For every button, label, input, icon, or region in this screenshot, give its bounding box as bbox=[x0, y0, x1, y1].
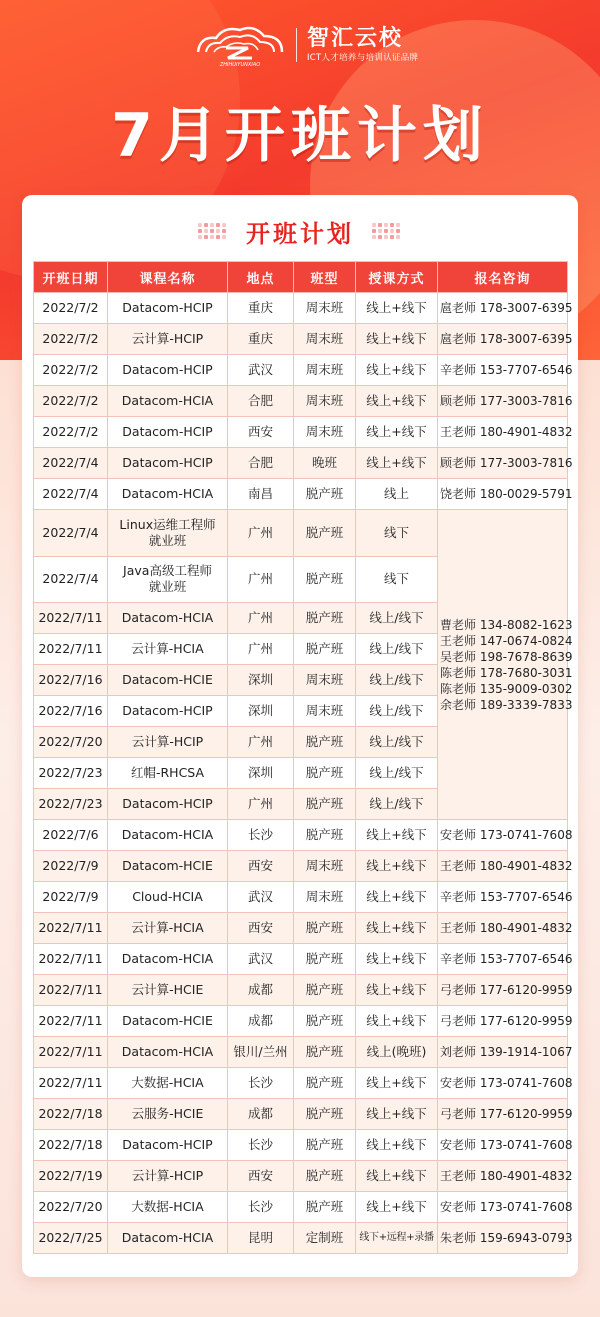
cell-method: 线上+线下 bbox=[356, 882, 438, 913]
cell-contact: 王老师 180-4901-4832 bbox=[438, 851, 568, 882]
group-contact: 王老师 147-0674-0824 bbox=[440, 633, 573, 648]
cell-contact: 朱老师 159-6943-0793 bbox=[438, 1223, 568, 1254]
cell-contact: 饶老师 180-0029-5791 bbox=[438, 479, 568, 510]
card-title: 开班计划 bbox=[246, 219, 354, 248]
cell-type: 脱产班 bbox=[294, 1006, 356, 1037]
cell-course: Datacom-HCIA bbox=[108, 944, 228, 975]
table-row bbox=[34, 417, 568, 448]
cell-place: 深圳 bbox=[228, 696, 294, 727]
table-row bbox=[34, 1192, 568, 1223]
cell-contact: 安老师 173-0741-7608 bbox=[438, 1068, 568, 1099]
table-row bbox=[34, 1037, 568, 1068]
cell-course: Datacom-HCIP bbox=[108, 448, 228, 479]
cell-course: 云计算-HCIA bbox=[108, 634, 228, 665]
cell-type: 周末班 bbox=[294, 293, 356, 324]
cell-date: 2022/7/4 bbox=[34, 556, 108, 603]
cell-place: 西安 bbox=[228, 1161, 294, 1192]
course-line: Linux运维工程师 bbox=[119, 516, 216, 532]
cell-method: 线上+线下 bbox=[356, 913, 438, 944]
cell-type: 晚班 bbox=[294, 448, 356, 479]
cell-course: Datacom-HCIP bbox=[108, 789, 228, 820]
table-row bbox=[34, 1006, 568, 1037]
cell-contact: 王老师 180-4901-4832 bbox=[438, 913, 568, 944]
card-header bbox=[22, 209, 578, 253]
cell-type: 周末班 bbox=[294, 851, 356, 882]
cell-type: 脱产班 bbox=[294, 1161, 356, 1192]
group-contact: 陈老师 178-7680-3031 bbox=[440, 665, 573, 680]
cell-method: 线上+线下 bbox=[356, 417, 438, 448]
table-row bbox=[34, 479, 568, 510]
cell-type: 脱产班 bbox=[294, 1068, 356, 1099]
header-course: 课程名称 bbox=[108, 262, 228, 293]
cell-contact: 弓老师 177-6120-9959 bbox=[438, 975, 568, 1006]
cell-place: 西安 bbox=[228, 417, 294, 448]
cell-type: 脱产班 bbox=[294, 479, 356, 510]
group-contact: 陈老师 135-9009-0302 bbox=[440, 681, 573, 696]
table-row bbox=[34, 1099, 568, 1130]
cell-date: 2022/7/16 bbox=[34, 696, 108, 727]
cell-method: 线上+线下 bbox=[356, 386, 438, 417]
cell-method: 线上/线下 bbox=[356, 789, 438, 820]
cell-course: Datacom-HCIA bbox=[108, 820, 228, 851]
cell-contact: 辛老师 153-7707-6546 bbox=[438, 355, 568, 386]
cell-place: 西安 bbox=[228, 913, 294, 944]
table-row bbox=[34, 1068, 568, 1099]
cell-method: 线上/线下 bbox=[356, 758, 438, 789]
cell-course: Datacom-HCIA bbox=[108, 1037, 228, 1068]
cell-method: 线上+线下 bbox=[356, 1099, 438, 1130]
cell-contact: 辛老师 153-7707-6546 bbox=[438, 882, 568, 913]
cell-course: Datacom-HCIP bbox=[108, 293, 228, 324]
cell-place: 广州 bbox=[228, 510, 294, 557]
brand-logo bbox=[190, 20, 418, 70]
cell-date: 2022/7/11 bbox=[34, 1006, 108, 1037]
table-header-row bbox=[34, 262, 568, 293]
cell-place: 长沙 bbox=[228, 1130, 294, 1161]
header-type: 班型 bbox=[294, 262, 356, 293]
cell-course: Cloud-HCIA bbox=[108, 882, 228, 913]
cell-place: 重庆 bbox=[228, 293, 294, 324]
cell-type: 周末班 bbox=[294, 696, 356, 727]
cell-date: 2022/7/23 bbox=[34, 789, 108, 820]
cell-contact: 扈老师 178-3007-6395 bbox=[438, 324, 568, 355]
cell-type: 脱产班 bbox=[294, 913, 356, 944]
cell-method: 线上+线下 bbox=[356, 851, 438, 882]
cell-place: 广州 bbox=[228, 634, 294, 665]
cell-date: 2022/7/23 bbox=[34, 758, 108, 789]
cell-date: 2022/7/11 bbox=[34, 1037, 108, 1068]
cell-place: 成都 bbox=[228, 975, 294, 1006]
cell-method: 线上+线下 bbox=[356, 975, 438, 1006]
cell-contact: 安老师 173-0741-7608 bbox=[438, 820, 568, 851]
cell-place: 武汉 bbox=[228, 944, 294, 975]
cell-type: 周末班 bbox=[294, 355, 356, 386]
cell-date: 2022/7/20 bbox=[34, 1192, 108, 1223]
cell-method: 线上+线下 bbox=[356, 448, 438, 479]
cell-method: 线上+线下 bbox=[356, 355, 438, 386]
cell-method: 线上+线下 bbox=[356, 293, 438, 324]
cell-type: 周末班 bbox=[294, 386, 356, 417]
cell-date: 2022/7/11 bbox=[34, 634, 108, 665]
cell-method: 线上/线下 bbox=[356, 603, 438, 634]
cell-date: 2022/7/25 bbox=[34, 1223, 108, 1254]
table-row bbox=[34, 913, 568, 944]
cell-method: 线上+线下 bbox=[356, 1130, 438, 1161]
table-row bbox=[34, 324, 568, 355]
cell-course: Datacom-HCIA bbox=[108, 479, 228, 510]
cell-type: 周末班 bbox=[294, 665, 356, 696]
group-contact: 曹老师 134-8082-1623 bbox=[440, 617, 573, 632]
cell-course bbox=[108, 510, 228, 557]
cell-course: 云计算-HCIP bbox=[108, 727, 228, 758]
brand-tagline: ICT人才培养与培训认证品牌 bbox=[307, 53, 419, 63]
page-title: 7月开班计划 bbox=[111, 101, 489, 171]
cell-place: 重庆 bbox=[228, 324, 294, 355]
cell-place: 长沙 bbox=[228, 1068, 294, 1099]
cell-place: 武汉 bbox=[228, 882, 294, 913]
cell-place: 广州 bbox=[228, 556, 294, 603]
cell-course: 云计算-HCIA bbox=[108, 913, 228, 944]
cell-contact: 弓老师 177-6120-9959 bbox=[438, 1006, 568, 1037]
cell-method: 线上/线下 bbox=[356, 727, 438, 758]
cell-contact: 顾老师 177-3003-7816 bbox=[438, 448, 568, 479]
cell-method: 线上/线下 bbox=[356, 696, 438, 727]
cell-course: Datacom-HCIP bbox=[108, 1130, 228, 1161]
cell-contact: 安老师 173-0741-7608 bbox=[438, 1192, 568, 1223]
cell-course: Datacom-HCIE bbox=[108, 851, 228, 882]
svg-text:ZHIHUIYUNXIAO: ZHIHUIYUNXIAO bbox=[219, 62, 261, 68]
header-place: 地点 bbox=[228, 262, 294, 293]
cell-place: 广州 bbox=[228, 603, 294, 634]
cell-method: 线上+线下 bbox=[356, 1161, 438, 1192]
cell-type: 脱产班 bbox=[294, 634, 356, 665]
cell-type: 脱产班 bbox=[294, 603, 356, 634]
cell-place: 长沙 bbox=[228, 1192, 294, 1223]
cell-method: 线上(晚班) bbox=[356, 1037, 438, 1068]
cell-place: 合肥 bbox=[228, 448, 294, 479]
cell-type: 脱产班 bbox=[294, 727, 356, 758]
cell-course: Datacom-HCIP bbox=[108, 696, 228, 727]
cell-course: Datacom-HCIA bbox=[108, 386, 228, 417]
cell-course: 云服务-HCIE bbox=[108, 1099, 228, 1130]
cell-date: 2022/7/6 bbox=[34, 820, 108, 851]
cell-contact: 王老师 180-4901-4832 bbox=[438, 417, 568, 448]
cell-type: 脱产班 bbox=[294, 1099, 356, 1130]
cell-type: 脱产班 bbox=[294, 1192, 356, 1223]
logo-divider bbox=[296, 28, 297, 62]
cell-method: 线上+线下 bbox=[356, 820, 438, 851]
schedule-card bbox=[22, 195, 578, 1277]
cell-place: 成都 bbox=[228, 1099, 294, 1130]
cell-course: Datacom-HCIP bbox=[108, 417, 228, 448]
cell-date: 2022/7/2 bbox=[34, 386, 108, 417]
group-contact: 吴老师 198-7678-8639 bbox=[440, 649, 573, 664]
header-contact: 报名咨询 bbox=[438, 262, 568, 293]
cell-group-contacts bbox=[438, 510, 573, 820]
cell-method: 线上+线下 bbox=[356, 1192, 438, 1223]
group-contact: 余老师 189-3339-7833 bbox=[440, 697, 573, 712]
cell-type: 脱产班 bbox=[294, 1037, 356, 1068]
cell-type: 周末班 bbox=[294, 882, 356, 913]
cell-place: 广州 bbox=[228, 789, 294, 820]
cell-date: 2022/7/20 bbox=[34, 727, 108, 758]
cell-contact: 顾老师 177-3003-7816 bbox=[438, 386, 568, 417]
cell-place: 西安 bbox=[228, 851, 294, 882]
cell-course: 红帽-RHCSA bbox=[108, 758, 228, 789]
cell-type: 脱产班 bbox=[294, 1130, 356, 1161]
cell-course: 云计算-HCIE bbox=[108, 975, 228, 1006]
cloud-logo-icon bbox=[190, 22, 290, 68]
cell-type: 脱产班 bbox=[294, 820, 356, 851]
cell-date: 2022/7/16 bbox=[34, 665, 108, 696]
decor-dots-icon bbox=[198, 220, 228, 242]
table-row bbox=[34, 944, 568, 975]
cell-place: 成都 bbox=[228, 1006, 294, 1037]
cell-date: 2022/7/2 bbox=[34, 355, 108, 386]
table-row bbox=[34, 386, 568, 417]
cell-date: 2022/7/11 bbox=[34, 913, 108, 944]
cell-course: Datacom-HCIE bbox=[108, 1006, 228, 1037]
cell-date: 2022/7/9 bbox=[34, 851, 108, 882]
brand-name: 智汇云校 bbox=[307, 26, 404, 51]
cell-date: 2022/7/11 bbox=[34, 944, 108, 975]
table-row bbox=[34, 1161, 568, 1192]
cell-place: 广州 bbox=[228, 727, 294, 758]
cell-date: 2022/7/4 bbox=[34, 510, 108, 557]
table-row bbox=[34, 355, 568, 386]
cell-contact: 辛老师 153-7707-6546 bbox=[438, 944, 568, 975]
cell-date: 2022/7/4 bbox=[34, 448, 108, 479]
cell-contact: 弓老师 177-6120-9959 bbox=[438, 1099, 568, 1130]
cell-date: 2022/7/2 bbox=[34, 324, 108, 355]
cell-course: Datacom-HCIE bbox=[108, 665, 228, 696]
schedule-table bbox=[33, 261, 573, 1254]
cell-place: 深圳 bbox=[228, 665, 294, 696]
cell-course: 云计算-HCIP bbox=[108, 1161, 228, 1192]
cell-type: 定制班 bbox=[294, 1223, 356, 1254]
cell-date: 2022/7/9 bbox=[34, 882, 108, 913]
table-row bbox=[34, 975, 568, 1006]
cell-course: 大数据-HCIA bbox=[108, 1192, 228, 1223]
cell-type: 脱产班 bbox=[294, 758, 356, 789]
cell-type: 脱产班 bbox=[294, 944, 356, 975]
course-line: Java高级工程师 bbox=[123, 563, 212, 579]
cell-place: 长沙 bbox=[228, 820, 294, 851]
course-line: 就业班 bbox=[148, 532, 187, 548]
cell-place: 合肥 bbox=[228, 386, 294, 417]
cell-course: 大数据-HCIA bbox=[108, 1068, 228, 1099]
cell-date: 2022/7/2 bbox=[34, 293, 108, 324]
cell-course bbox=[108, 556, 228, 603]
cell-type: 脱产班 bbox=[294, 556, 356, 603]
cell-date: 2022/7/11 bbox=[34, 603, 108, 634]
cell-place: 武汉 bbox=[228, 355, 294, 386]
course-line: 就业班 bbox=[148, 579, 187, 595]
table-row bbox=[34, 1223, 568, 1254]
cell-contact: 安老师 173-0741-7608 bbox=[438, 1130, 568, 1161]
cell-course: Datacom-HCIA bbox=[108, 1223, 228, 1254]
cell-type: 周末班 bbox=[294, 324, 356, 355]
cell-method: 线下 bbox=[356, 510, 438, 557]
cell-course: 云计算-HCIP bbox=[108, 324, 228, 355]
cell-place: 银川/兰州 bbox=[228, 1037, 294, 1068]
cell-type: 脱产班 bbox=[294, 975, 356, 1006]
cell-place: 深圳 bbox=[228, 758, 294, 789]
cell-method: 线上/线下 bbox=[356, 665, 438, 696]
cell-date: 2022/7/2 bbox=[34, 417, 108, 448]
cell-method: 线上+线下 bbox=[356, 1006, 438, 1037]
decor-dots-icon bbox=[372, 220, 402, 242]
header-date: 开班日期 bbox=[34, 262, 108, 293]
cell-method: 线上+线下 bbox=[356, 1068, 438, 1099]
cell-type: 脱产班 bbox=[294, 789, 356, 820]
cell-method: 线上 bbox=[356, 479, 438, 510]
table-row bbox=[34, 820, 568, 851]
table-row bbox=[34, 448, 568, 479]
cell-type: 周末班 bbox=[294, 417, 356, 448]
cell-method: 线上/线下 bbox=[356, 634, 438, 665]
table-row bbox=[34, 293, 568, 324]
header-method: 授课方式 bbox=[356, 262, 438, 293]
cell-method: 线下+远程+录播 bbox=[356, 1223, 438, 1254]
table-row bbox=[34, 851, 568, 882]
table-row bbox=[34, 510, 568, 557]
cell-date: 2022/7/18 bbox=[34, 1099, 108, 1130]
cell-place: 昆明 bbox=[228, 1223, 294, 1254]
table-row bbox=[34, 882, 568, 913]
cell-date: 2022/7/19 bbox=[34, 1161, 108, 1192]
cell-contact: 王老师 180-4901-4832 bbox=[438, 1161, 568, 1192]
cell-method: 线下 bbox=[356, 556, 438, 603]
cell-method: 线上+线下 bbox=[356, 324, 438, 355]
cell-date: 2022/7/18 bbox=[34, 1130, 108, 1161]
cell-contact: 扈老师 178-3007-6395 bbox=[438, 293, 568, 324]
table-row bbox=[34, 1130, 568, 1161]
cell-date: 2022/7/11 bbox=[34, 1068, 108, 1099]
cell-date: 2022/7/4 bbox=[34, 479, 108, 510]
cell-contact: 刘老师 139-1914-1067 bbox=[438, 1037, 568, 1068]
cell-date: 2022/7/11 bbox=[34, 975, 108, 1006]
cell-place: 南昌 bbox=[228, 479, 294, 510]
cell-course: Datacom-HCIP bbox=[108, 355, 228, 386]
cell-course: Datacom-HCIA bbox=[108, 603, 228, 634]
cell-method: 线上+线下 bbox=[356, 944, 438, 975]
cell-type: 脱产班 bbox=[294, 510, 356, 557]
